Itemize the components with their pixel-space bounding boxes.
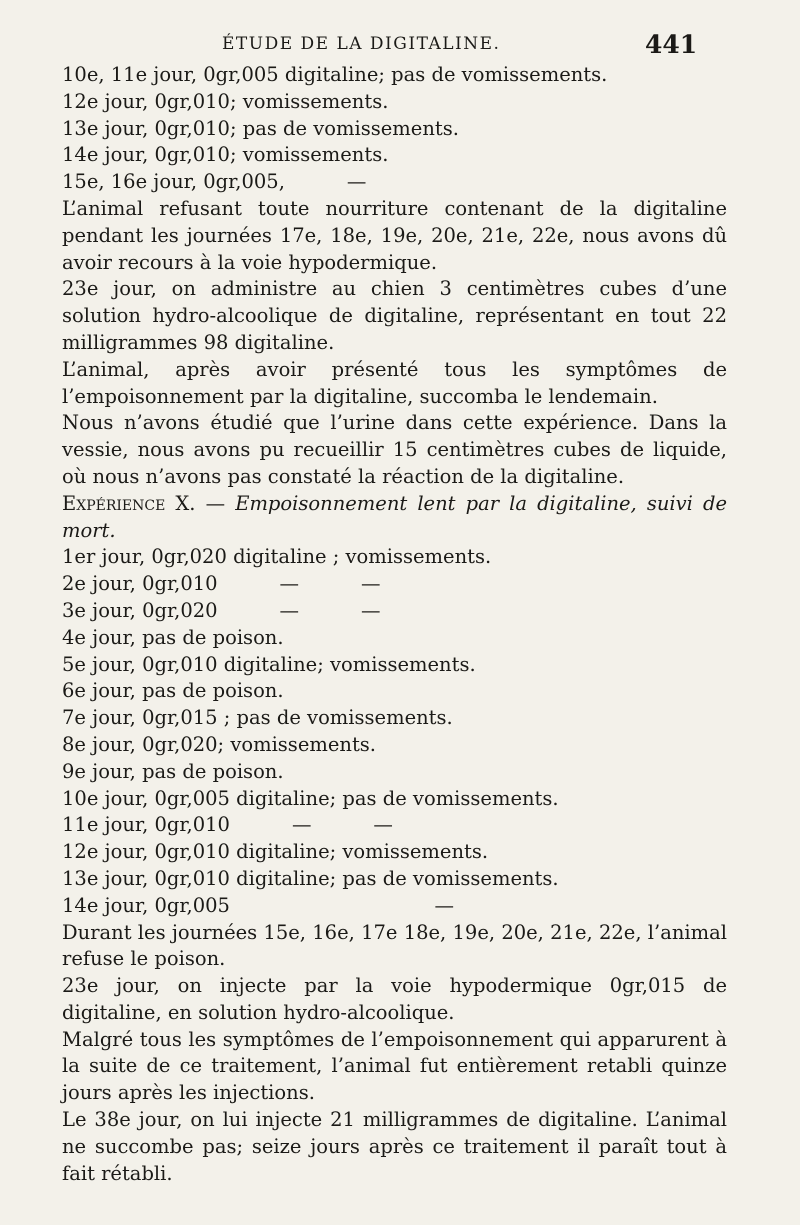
- dosage-line: 5e jour, 0gr,010 digitaline; vomissements.: [62, 652, 476, 676]
- paragraph: 23e jour, on injecte par la voie hypodermique 0gr,015 de digitaline, en solution hydro-alcoolique.: [62, 974, 727, 1024]
- paragraph: L’animal, après avoir présenté tous les symptômes de l’empoisonnement par la digitaline, succomba le lendemain.: [62, 357, 727, 408]
- dosage-line: 4e jour, pas de poison.: [62, 625, 284, 649]
- page-body: [62, 62, 727, 1187]
- paragraph: Nous n’avons étudié que l’urine dans cette expérience. Dans la vessie, nous avons pu recueillir 15 centimètres cubes de liquide, où nous n’avons pas constaté la réaction de la digitaline.: [62, 411, 727, 488]
- experiment-label: Expérience X.: [62, 491, 196, 515]
- dosage-line: 1er jour, 0gr,020 digitaline ; vomissements.: [62, 545, 492, 569]
- paragraph: L’animal refusant toute nourriture contenant de la digitaline pendant les journées 17e, 18e, 19e, 20e, 21e, 22e, nous avons dû avoir recours à la voie hypodermique.: [62, 196, 727, 274]
- experiment-dash: —: [195, 491, 236, 515]
- running-title: ÉTUDE DE LA DIGITALINE.: [222, 34, 501, 54]
- dosage-line: 2e jour, 0gr,010 — —: [62, 572, 381, 596]
- dosage-line: 14e jour, 0gr,005 —: [62, 893, 455, 917]
- dosage-line: 14e jour, 0gr,010; vomissements.: [62, 143, 389, 167]
- paragraph: Durant les journées 15e, 16e, 17e 18e, 19e, 20e, 21e, 22e, l’animal refuse le poison.: [62, 920, 727, 971]
- paragraph: Malgré tous les symptômes de l’empoisonnement qui apparurent à la suite de ce traitement, l’animal fut entièrement retabli quinze jours après les injections.: [62, 1027, 727, 1105]
- page-number: 441: [645, 30, 698, 59]
- dosage-line: 3e jour, 0gr,020 — —: [62, 598, 381, 622]
- page-header: [0, 30, 800, 60]
- dosage-line: 11e jour, 0gr,010 — —: [62, 813, 393, 837]
- dosage-line: 10e, 11e jour, 0gr,005 digitaline; pas de vomissements.: [62, 63, 608, 86]
- dosage-line: 9e jour, pas de poison.: [62, 759, 284, 783]
- dosage-line: 12e jour, 0gr,010; vomissements.: [62, 89, 389, 113]
- dosage-line: 13e jour, 0gr,010; pas de vomissements.: [62, 116, 459, 140]
- dosage-line: 15e, 16e jour, 0gr,005, —: [62, 170, 367, 194]
- dosage-line: 6e jour, pas de poison.: [62, 679, 284, 703]
- dosage-line: 10e jour, 0gr,005 digitaline; pas de vomissements.: [62, 786, 559, 810]
- dosage-line: 12e jour, 0gr,010 digitaline; vomissements.: [62, 840, 489, 864]
- dosage-line: 8e jour, 0gr,020; vomissements.: [62, 732, 376, 756]
- paragraph: 23e jour, on administre au chien 3 centimètres cubes d’une solution hydro-alcoolique de digitaline, représentant en tout 22 milligrammes 98 digitaline.: [62, 277, 727, 354]
- experiment-title: Empoisonnement lent par la digitaline, suivi de mort.: [62, 491, 728, 542]
- dosage-line: 13e jour, 0gr,010 digitaline; pas de vomissements.: [62, 866, 559, 890]
- paragraph: Le 38e jour, on lui injecte 21 milligrammes de digitaline. L’animal ne succombe pas; seize jours après ce traitement il paraît tout à fait rétabli.: [62, 1108, 727, 1185]
- experiment-heading: [62, 491, 727, 545]
- dosage-line: 7e jour, 0gr,015 ; pas de vomissements.: [62, 706, 453, 730]
